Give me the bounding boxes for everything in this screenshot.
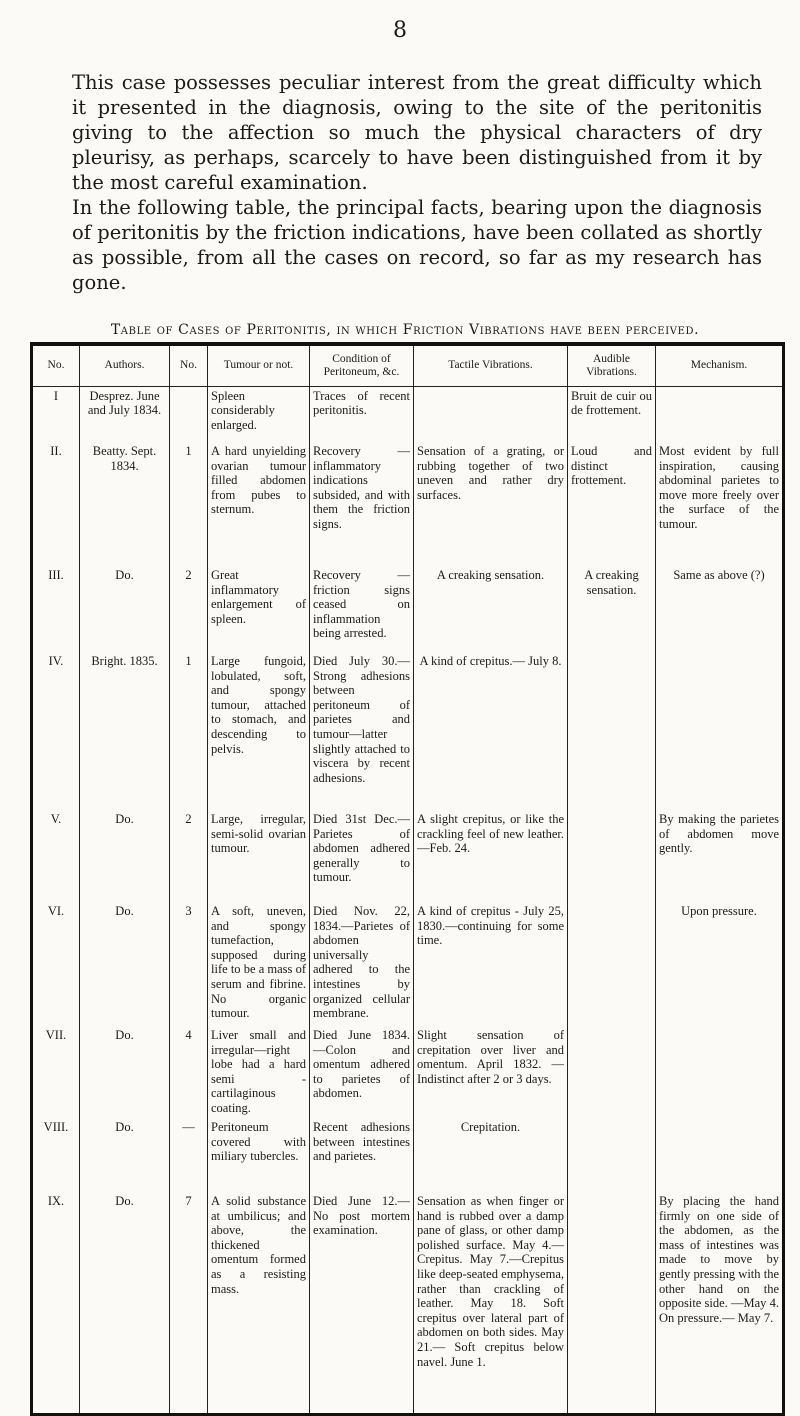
cell-mechanism xyxy=(656,1026,784,1118)
cell-no: VIII. xyxy=(32,1118,80,1192)
cell-no: IV. xyxy=(32,652,80,810)
cell-tactile: A slight crepitus, or like the crackling feel of new leather.—Feb. 24. xyxy=(414,810,568,902)
cell-tactile: A creaking sensation. xyxy=(414,566,568,652)
cell-audible xyxy=(568,1192,656,1414)
cell-no2: 7 xyxy=(170,1192,208,1414)
cell-authors: Beatty. Sept. 1834. xyxy=(80,442,170,566)
cell-authors: Do. xyxy=(80,1026,170,1118)
cell-no2: 1 xyxy=(170,652,208,810)
cell-audible xyxy=(568,810,656,902)
cell-no: II. xyxy=(32,442,80,566)
cell-tactile: A kind of crepitus - July 25, 1830.—continuing for some time. xyxy=(414,902,568,1026)
cell-no2: 1 xyxy=(170,442,208,566)
cell-mechanism: Same as above (?) xyxy=(656,566,784,652)
cell-authors: Do. xyxy=(80,566,170,652)
cell-mechanism xyxy=(656,1118,784,1192)
cell-condition: Traces of recent peritonitis. xyxy=(310,386,414,442)
cell-condition: Died Nov. 22, 1834.—Parietes of abdomen universally adhered to the intestines by organized cellular membrane. xyxy=(310,902,414,1026)
header-row xyxy=(32,344,784,386)
intro-text xyxy=(72,70,762,295)
cases-table xyxy=(30,342,785,1416)
cell-no: VII. xyxy=(32,1026,80,1118)
cell-authors: Do. xyxy=(80,810,170,902)
header-authors: Authors. xyxy=(80,344,170,386)
cell-authors: Bright. 1835. xyxy=(80,652,170,810)
cell-mechanism xyxy=(656,386,784,442)
table-row xyxy=(32,652,784,810)
cell-condition: Died June 12.— No post mortem examination. xyxy=(310,1192,414,1414)
table-row xyxy=(32,1026,784,1118)
cell-audible: Loud and distinct frottement. xyxy=(568,442,656,566)
cell-no2: 2 xyxy=(170,566,208,652)
cell-no: VI. xyxy=(32,902,80,1026)
cell-mechanism: Most evident by full inspiration, causing abdominal parietes to move more freely over the surface of the tumour. xyxy=(656,442,784,566)
header-audible: Audible Vibrations. xyxy=(568,344,656,386)
cell-authors: Do. xyxy=(80,902,170,1026)
cell-tumour: Liver small and irregular—right lobe had a hard semi - cartilaginous coating. xyxy=(208,1026,310,1118)
cell-authors: Do. xyxy=(80,1118,170,1192)
page-number: 8 xyxy=(393,18,407,43)
table-row xyxy=(32,1192,784,1414)
table-row xyxy=(32,902,784,1026)
cell-tactile: Sensation of a grating, or rubbing together of two uneven and rather dry surfaces. xyxy=(414,442,568,566)
cell-condition: Recovery — inflammatory indications subsided, and with them the friction signs. xyxy=(310,442,414,566)
cell-no: IX. xyxy=(32,1192,80,1414)
cell-tumour: Spleen considerably enlarged. xyxy=(208,386,310,442)
cell-condition: Died June 1834. —Colon and omentum adhered to parietes of abdomen. xyxy=(310,1026,414,1118)
cell-tactile: Slight sensation of crepitation over liver and omentum. April 1832. —Indistinct after 2 or 3 days. xyxy=(414,1026,568,1118)
cell-tumour: Great inflammatory enlargement of spleen. xyxy=(208,566,310,652)
cell-condition: Died 31st Dec.— Parietes of abdomen adhered generally to tumour. xyxy=(310,810,414,902)
cell-audible: Bruit de cuir ou de frottement. xyxy=(568,386,656,442)
table-row xyxy=(32,1118,784,1192)
cell-tactile: Crepitation. xyxy=(414,1118,568,1192)
cell-mechanism: By making the parietes of abdomen move gently. xyxy=(656,810,784,902)
header-tactile: Tactile Vibrations. xyxy=(414,344,568,386)
table-row xyxy=(32,442,784,566)
cell-tactile xyxy=(414,386,568,442)
paragraph: In the following table, the principal facts, bearing upon the diagnosis of peritonitis by the friction indications, have been collated as shortly as possible, from all the cases on record, so far as my research has gone. xyxy=(72,196,762,294)
header-mechanism: Mechanism. xyxy=(656,344,784,386)
header-tumour: Tumour or not. xyxy=(208,344,310,386)
cell-audible xyxy=(568,1026,656,1118)
cell-mechanism xyxy=(656,652,784,810)
header-no2: No. xyxy=(170,344,208,386)
cell-audible xyxy=(568,902,656,1026)
cell-tumour: Large fungoid, lobulated, soft, and spongy tumour, attached to stomach, and descending to pelvis. xyxy=(208,652,310,810)
cell-tumour: Peritoneum covered with miliary tubercles. xyxy=(208,1118,310,1192)
cell-audible xyxy=(568,652,656,810)
table-row xyxy=(32,386,784,442)
cell-authors: Desprez. June and July 1834. xyxy=(80,386,170,442)
cell-tumour: A soft, uneven, and spongy tumefaction, supposed during life to be a mass of serum and fibrine. No organic tumour. xyxy=(208,902,310,1026)
cell-tactile: A kind of crepitus.— July 8. xyxy=(414,652,568,810)
cell-audible xyxy=(568,1118,656,1192)
table-row xyxy=(32,566,784,652)
table-caption: Table of Cases of Peritonitis, in which Friction Vibrations have been perceived. xyxy=(110,322,700,338)
cell-audible: A creaking sensation. xyxy=(568,566,656,652)
cell-authors: Do. xyxy=(80,1192,170,1414)
cell-tactile: Sensation as when finger or hand is rubbed over a damp pane of glass, or other damp polished surface. May 4.—Crepitus. May 7.—Crepitus like deep-seated emphysema, rather than crackling of leather. May 18. Soft crepitus over lateral part of abdomen on both sides. May 21.— Soft crepitus below navel. June 1. xyxy=(414,1192,568,1414)
header-no: No. xyxy=(32,344,80,386)
cell-no2: — xyxy=(170,1118,208,1192)
cell-tumour: Large, irregular, semi-solid ovarian tumour. xyxy=(208,810,310,902)
header-condition: Condition of Peritoneum, &c. xyxy=(310,344,414,386)
cell-condition: Died July 30.— Strong adhesions between peritoneum of parietes and tumour—latter slightly attached to viscera by recent adhesions. xyxy=(310,652,414,810)
cell-no: V. xyxy=(32,810,80,902)
cell-condition: Recovery —friction signs ceased on inflammation being arrested. xyxy=(310,566,414,652)
cell-no2 xyxy=(170,386,208,442)
table-row xyxy=(32,810,784,902)
cell-condition: Recent adhesions between intestines and parietes. xyxy=(310,1118,414,1192)
cell-no2: 2 xyxy=(170,810,208,902)
paragraph: This case possesses peculiar interest from the great difficulty which it presented in the diagnosis, owing to the site of the peritonitis giving to the affection so much the physical characters of dry pleurisy, as perhaps, scarcely to have been distinguished from it by the most careful examination. xyxy=(72,71,762,194)
cell-no: III. xyxy=(32,566,80,652)
cell-mechanism: Upon pressure. xyxy=(656,902,784,1026)
cell-no: I xyxy=(32,386,80,442)
cell-no2: 3 xyxy=(170,902,208,1026)
cell-mechanism: By placing the hand firmly on one side of the abdomen, as the mass of intestines was made to move by gently pressing with the other hand on the opposite side. —May 4. On pressure.— May 7. xyxy=(656,1192,784,1414)
cell-tumour: A hard unyielding ovarian tumour filled abdomen from pubes to sternum. xyxy=(208,442,310,566)
cell-tumour: A solid substance at umbilicus; and above, the thickened omentum formed as a resisting mass. xyxy=(208,1192,310,1414)
cell-no2: 4 xyxy=(170,1026,208,1118)
